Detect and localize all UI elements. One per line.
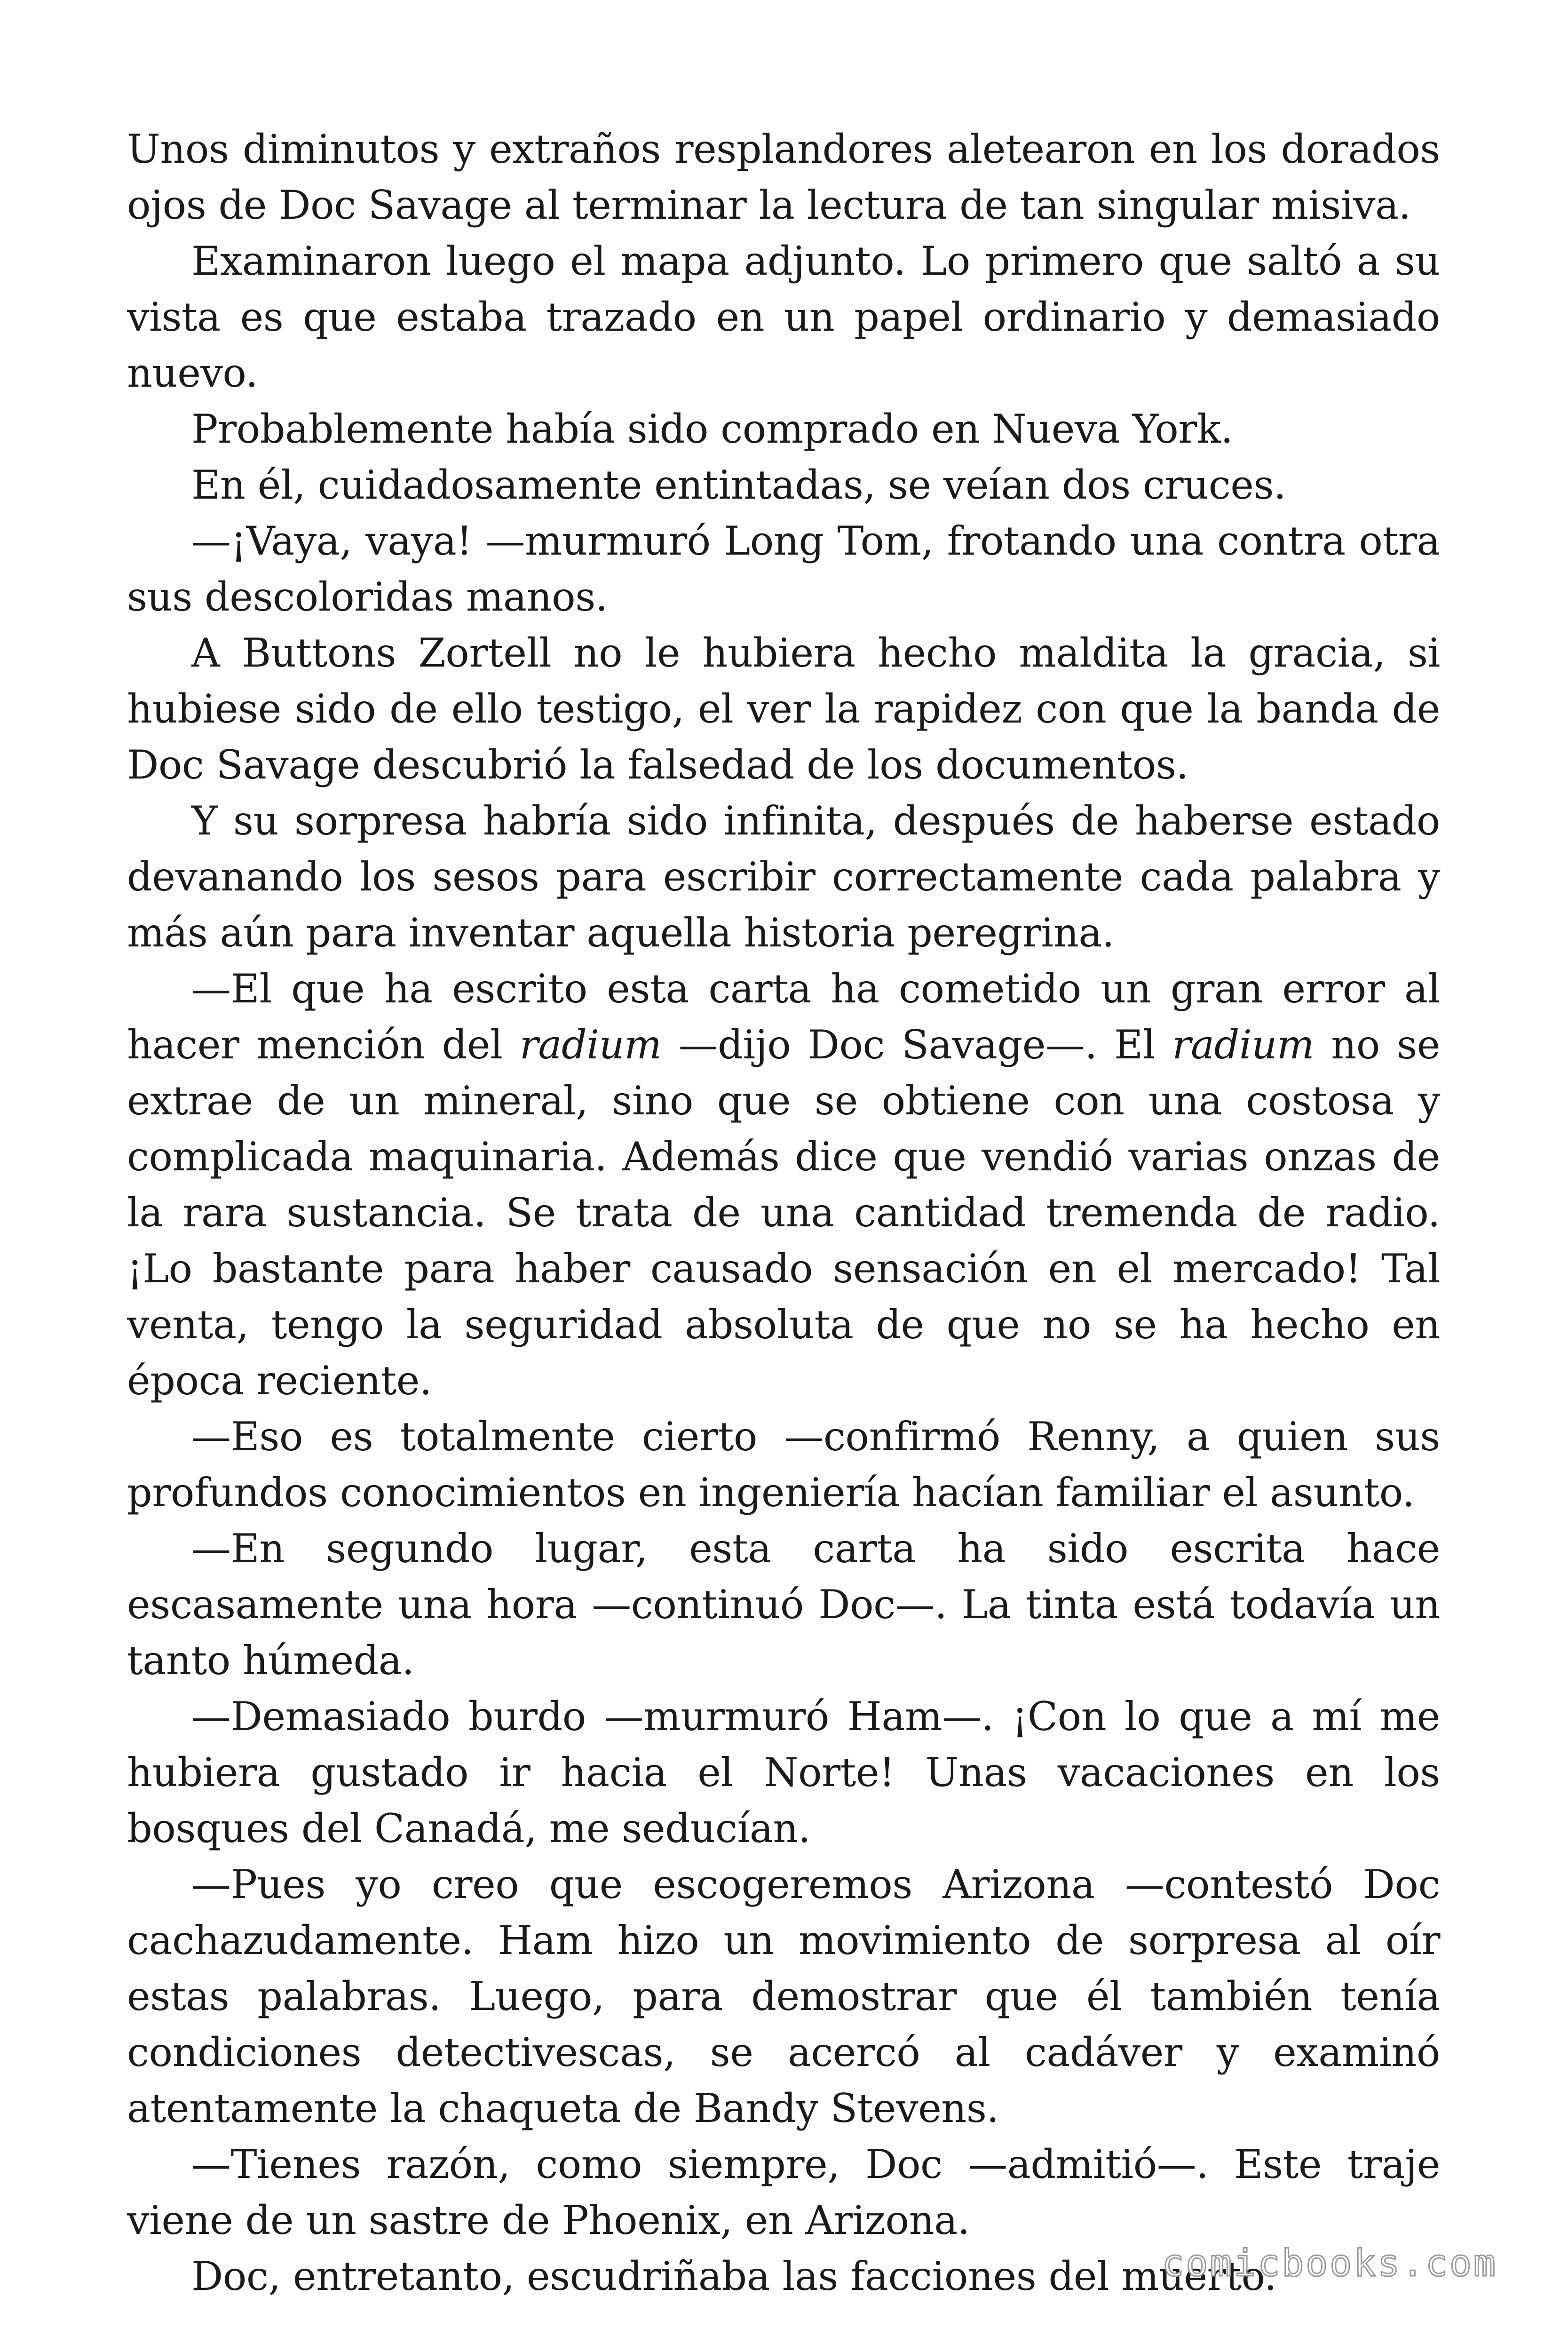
paragraph <box>127 961 1440 1409</box>
page-body <box>127 121 1440 2304</box>
paragraph: —¡Vaya, vaya! —murmuró Long Tom, frotando una contra otra sus descoloridas manos. <box>127 518 1440 620</box>
paragraph: Probablemente había sido comprado en Nueva York. <box>191 406 1233 452</box>
paragraph: —Eso es totalmente cierto —confirmó Renny, a quien sus profundos conocimientos en ingeniería hacían familiar el asunto. <box>127 1414 1440 1516</box>
paragraph: —En segundo lugar, esta carta ha sido escrita hace escasamente una hora —continuó Doc—. La tinta está todavía un tanto húmeda. <box>127 1526 1440 1684</box>
paragraph: Examinaron luego el mapa adjunto. Lo primero que saltó a su vista es que estaba trazado en un papel ordinario y demasiado nuevo. <box>127 238 1440 396</box>
paragraph-segment: no se extrae de un mineral, sino que se obtiene con una costosa y complicada maquinaria. Además dice que vendió varias onzas de la rara sustancia. Se trata de una cantidad tremenda de radio. ¡Lo bastante para haber causado sensación en el mercado! Tal venta, tengo la seguridad absoluta de que no se ha hecho en época reciente. <box>127 1022 1440 1404</box>
paragraph: Unos diminutos y extraños resplandores aletearon en los dorados ojos de Doc Savage al terminar la lectura de tan singular misiva. <box>127 126 1440 228</box>
paragraph: Y su sorpresa habría sido infinita, después de haberse estado devanando los sesos para escribir correctamente cada palabra y más aún para inventar aquella historia peregrina. <box>127 798 1440 956</box>
paragraph: Doc, entretanto, escudriñaba las facciones del muerto. <box>191 2253 1277 2299</box>
emphasis-radium: radium <box>519 1022 662 1068</box>
paragraph: —Tienes razón, como siempre, Doc —admitió—. Este traje viene de un sastre de Phoenix, en Arizona. <box>127 2141 1440 2243</box>
watermark: comicbooks.com <box>1162 2242 1497 2285</box>
paragraph: —Pues yo creo que escogeremos Arizona —contestó Doc cachazudamente. Ham hizo un movimiento de sorpresa al oír estas palabras. Luego, para demostrar que él también tenía condiciones detectivescas, se acercó al cadáver y examinó atentamente la chaqueta de Bandy Stevens. <box>127 1861 1440 2131</box>
paragraph-segment: —El que ha escrito esta carta ha cometido un gran error al hacer mención del <box>127 966 1440 1068</box>
paragraph: —Demasiado burdo —murmuró Ham—. ¡Con lo que a mí me hubiera gustado ir hacia el Norte! Unas vacaciones en los bosques del Canadá, me seducían. <box>127 1693 1440 1851</box>
emphasis-radium: radium <box>1172 1022 1314 1068</box>
paragraph: En él, cuidadosamente entintadas, se veían dos cruces. <box>191 462 1286 508</box>
paragraph-segment: —dijo Doc Savage—. El <box>661 1022 1172 1068</box>
paragraph: A Buttons Zortell no le hubiera hecho maldita la gracia, si hubiese sido de ello testigo, el ver la rapidez con que la banda de Doc Savage descubrió la falsedad de los documentos. <box>127 630 1440 788</box>
